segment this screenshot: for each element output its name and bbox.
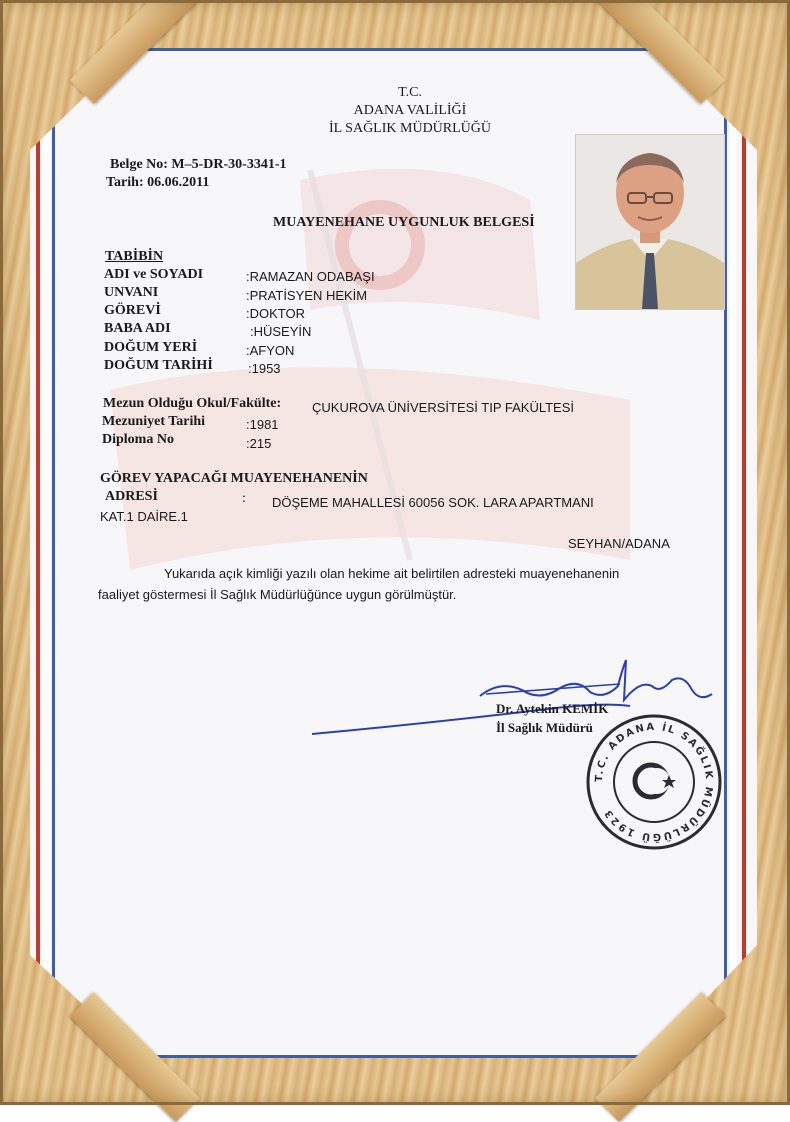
field-value-baba-adi: :HÜSEYİN (250, 324, 312, 339)
tabibin-heading: TABİBİN (105, 249, 164, 264)
field-value-ad-soyad: :RAMAZAN ODABAŞI (246, 269, 375, 284)
body-line1: Yukarıda açık kimliği yazılı olan hekime ait belirtilen adresteki muayenehanenin (164, 566, 620, 581)
header-tc: T.C. (398, 85, 422, 100)
field-label-gorev: GÖREVİ (104, 303, 161, 318)
diploma-label: Diploma No (102, 432, 174, 447)
field-value-unvan: :PRATİSYEN HEKİM (246, 288, 368, 303)
body-line2: faaliyet göstermesi İl Sağlık Müdürlüğünce uygun görülmüştür. (98, 587, 457, 602)
left-red-stripe (36, 0, 40, 1105)
bottom-blue-line (140, 1055, 650, 1058)
top-blue-line (135, 48, 655, 51)
field-value-dogum-yeri: :AFYON (246, 343, 295, 358)
left-blue-stripe (52, 0, 55, 1105)
address-heading: GÖREV YAPACAĞI MUAYENEHANENİN (100, 471, 368, 486)
left-white-stripe (44, 0, 50, 1105)
address-line1: DÖŞEME MAHALLESİ 60056 SOK. LARA APARTMANI (272, 495, 594, 510)
seal-text: T.C. ADANA İL SAĞLIK MÜDÜRLÜĞÜ 1923 (593, 721, 715, 843)
field-label-dogum-tarihi: DOĞUM TARİHİ (104, 358, 213, 373)
official-seal (585, 713, 723, 851)
right-white-stripe (730, 0, 736, 1105)
school-label: Mezun Olduğu Okul/Fakülte: (103, 396, 282, 411)
person-photo (575, 134, 725, 310)
field-value-gorev: :DOKTOR (246, 306, 305, 321)
belge-tarih: Tarih: 06.06.2011 (106, 175, 210, 190)
header-mudurluk: İL SAĞLIK MÜDÜRLÜĞÜ (328, 121, 492, 136)
signatory-name: Dr. Aytekin KEMİK (496, 701, 609, 716)
field-label-dogum-yeri: DOĞUM YERİ (104, 340, 198, 355)
page-title: MUAYENEHANE UYGUNLUK BELGESİ (273, 215, 535, 230)
field-label-ad-soyad: ADI ve SOYADI (104, 267, 204, 282)
field-label-unvan: UNVANI (104, 285, 159, 300)
field-value-dogum-tarihi: :1953 (248, 361, 281, 376)
school-value: ÇUKUROVA ÜNİVERSİTESİ TIP FAKÜLTESİ (312, 400, 574, 415)
header-valilik: ADANA VALİLİĞİ (353, 103, 467, 118)
diploma-value: :215 (246, 436, 272, 451)
address-line2: KAT.1 DAİRE.1 (100, 509, 188, 524)
right-red-stripe (742, 0, 746, 1105)
address-label: ADRESİ (105, 489, 158, 504)
grad-date-label: Mezuniyet Tarihi (102, 414, 206, 429)
signatory-title: İl Sağlık Müdürü (496, 720, 593, 735)
grad-date-value: :1981 (246, 417, 279, 432)
address-colon: : (242, 491, 246, 506)
field-label-baba-adi: BABA ADI (104, 321, 171, 336)
address-city: SEYHAN/ADANA (568, 536, 670, 551)
belge-no: Belge No: M–5-DR-30-3341-1 (110, 157, 287, 172)
